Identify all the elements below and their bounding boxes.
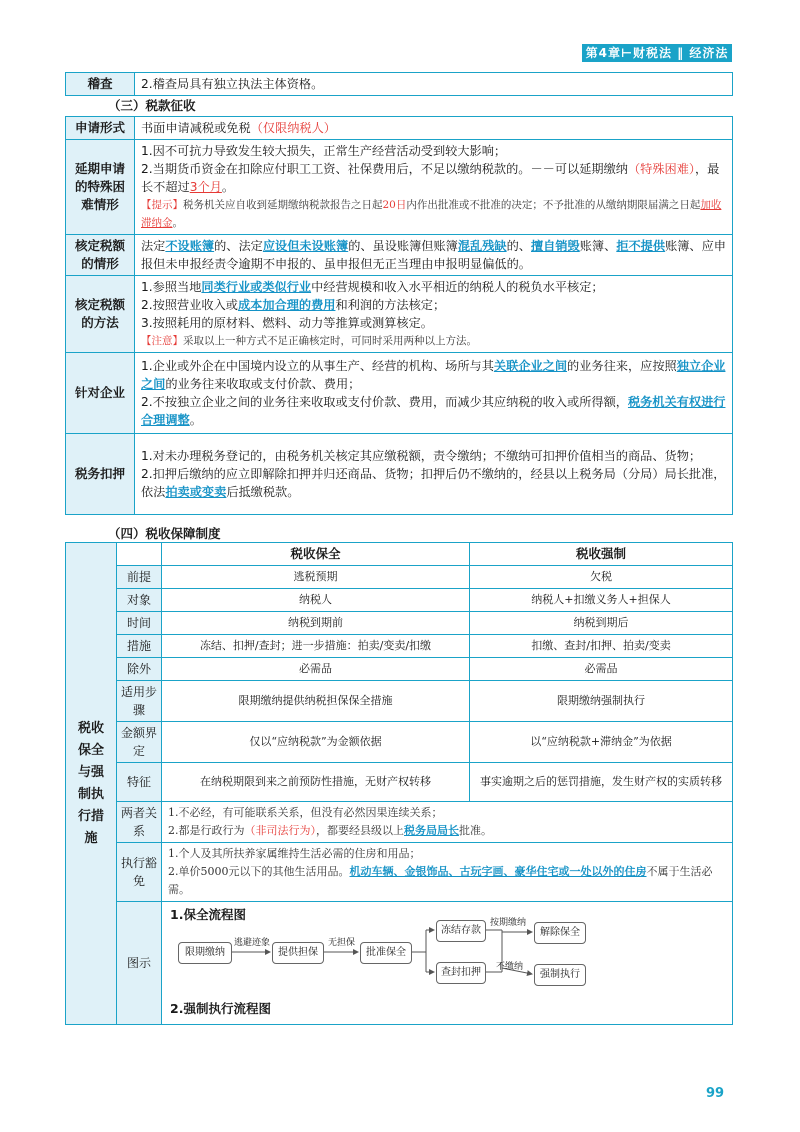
hedingfangfa-row (66, 276, 733, 353)
yanqi-line2: 2.当期货币资金在扣除应付职工工资、社保费用后，不足以缴纳税款的。－－可以延期缴纳（特殊困难），最长不超过3个月。 (141, 162, 720, 194)
zhendui-label: 针对企业 (66, 353, 135, 434)
flow2-title: 2.强制执行流程图 (170, 1001, 271, 1016)
flow-box-qiangzhi: 强制执行 (534, 964, 586, 986)
table-row: 适用步骤 限期缴纳提供纳税担保保全措施 限期缴纳强制执行 (66, 681, 733, 722)
jicha-row (66, 73, 733, 96)
yanqi-line1: 1.因不可抗力导致发生较大损失，正常生产经营活动受到较大影响； (141, 144, 507, 158)
tax-collection-table (65, 72, 733, 96)
flow-box-danbao: 提供担保 (272, 942, 324, 964)
liangzhe-row: 两者关系 1.不必经，有可能联系关系，但没有必然因果连续关系； 2.都是行政行为（非司法行为），都要经县级以上税务局局长批准。 (66, 802, 733, 843)
hedingqingxing-row (66, 235, 733, 276)
zhendui-row (66, 353, 733, 434)
chapter-tag: 第4章⊢财税法 ‖ 经济法 (582, 44, 732, 62)
shenqing-row (66, 117, 733, 140)
flow-arrow-label: 按期缴纳 (490, 918, 527, 928)
page-number: 99 (706, 1086, 725, 1101)
jicha-text: 2.稽查局具有独立执法主体资格。 (135, 73, 733, 96)
table-row: 除外 必需品 必需品 (66, 658, 733, 681)
baozhang-table (65, 542, 733, 1025)
flow-box-jiechu: 解除保全 (534, 922, 586, 944)
tushi-row: 图示 1.保全流程图 限期缴纳 逃避迹象 提供担保 无担保 批准保全 冻结存款 查封扣押 按期缴纳 不缴纳 解除保全 强制执行 2.强制执行流程图 (66, 902, 733, 1025)
table-row: 时间 纳税到期前 纳税到期后 (66, 612, 733, 635)
yanqi-tip: 【提示】税务机关应自收到延期缴纳税款报告之日起20日内作出批准或不批准的决定；不予批准的从缴纳期限届满之日起加收滞纳金。 (141, 199, 722, 229)
hedingqingxing-label: 核定税额的情形 (66, 235, 135, 276)
shenqing-note: （仅限纳税人） (250, 121, 336, 135)
flow-box-dongjie: 冻结存款 (436, 920, 486, 942)
kouya-label: 税务扣押 (66, 434, 135, 515)
flow-arrow-label: 逃避迹象 (234, 938, 271, 948)
shenqing-text: 书面申请减税或免税（仅限纳税人） (135, 117, 733, 140)
kouya-row (66, 434, 733, 515)
flow-box-qixian: 限期缴纳 (178, 942, 232, 964)
table-row: 前提 逃税预期 欠税 (66, 566, 733, 589)
hedingqingxing-text: 法定不设账簿的、法定应设但未设账簿的、虽设账簿但账簿混乱残缺的、擅自销毁账簿、拒不提供账簿、应申报但未申报经责令逾期不申报的、虽申报但无正当理由申报明显偏低的。 (135, 235, 733, 276)
col-qiangzhi: 税收强制 (470, 543, 733, 566)
baozhang-big-label: 税收保全与强制执行措施 (66, 543, 117, 1025)
section3-table (65, 116, 733, 515)
zhendui-text: 1.企业或外企在中国境内设立的从事生产、经营的机构、场所与其关联企业之间的业务往来，应按照独立企业之间的业务往来收取或支付价款、费用； 2.不按独立企业之间的业务往来收取或支付价款、费用，而减少其应纳税的收入或所得额，税务机关有权进行合理调整。 (135, 353, 733, 434)
table-row: 金额界定 仅以“应纳税款”为金额依据 以“应纳税款+滞纳金”为依据 (66, 722, 733, 763)
baozhang-header-row (66, 543, 733, 566)
flow-box-chafeng: 查封扣押 (436, 962, 486, 984)
hedingfangfa-text: 1.参照当地同类行业或类似行业中经营规模和收入水平相近的纳税人的税负水平核定； 2.按照营业收入或成本加合理的费用和利润的方法核定； 3.按照耗用的原材料、燃料、动力等推算或测算核定。 【注意】采取以上一种方式不足正确核定时，可同时采用两种以上方法。 (135, 276, 733, 353)
yanqi-label: 延期申请的特殊困难情形 (66, 140, 135, 235)
section4-title: （四）税收保障制度 (108, 526, 221, 541)
jicha-label: 稽查 (66, 73, 135, 96)
table-row: 特征 在纳税期限到来之前预防性措施，无财产权转移 事实逾期之后的惩罚措施，发生财产权的实质转移 (66, 763, 733, 802)
huomian-row: 执行豁免 1.个人及其所扶养家属维持生活必需的住房和用品； 2.单价5000元以下的其他生活用品。机动车辆、金银饰品、古玩字画、豪华住宅或一处以外的住房不属于生活必需。 (66, 843, 733, 902)
section3-title: （三）税款征收 (108, 98, 196, 113)
table-row: 对象 纳税人 纳税人+扣缴义务人+担保人 (66, 589, 733, 612)
col-baoquan: 税收保全 (162, 543, 470, 566)
yanqi-text (135, 140, 733, 235)
flow1-title: 1.保全流程图 (170, 907, 246, 922)
flow-arrow-label: 不缴纳 (496, 962, 524, 972)
shenqing-label: 申请形式 (66, 117, 135, 140)
table-row: 措施 冻结、扣押/查封；进一步措施：拍卖/变卖/扣缴 扣缴、查封/扣押、拍卖/变卖 (66, 635, 733, 658)
flow-arrow-label: 无担保 (328, 938, 356, 948)
kouya-text: 1.对未办理税务登记的，由税务机关核定其应缴税额，责令缴纳；不缴纳可扣押价值相当的商品、货物； 2.扣押后缴纳的应立即解除扣押并归还商品、货物；扣押后仍不缴纳的，经县以上税务局（分局）局长批准，依法拍卖或变卖后抵缴税款。 (135, 434, 733, 515)
flow-box-pizhun: 批准保全 (360, 942, 412, 964)
hedingfangfa-label: 核定税额的方法 (66, 276, 135, 353)
yanqi-row (66, 140, 733, 235)
